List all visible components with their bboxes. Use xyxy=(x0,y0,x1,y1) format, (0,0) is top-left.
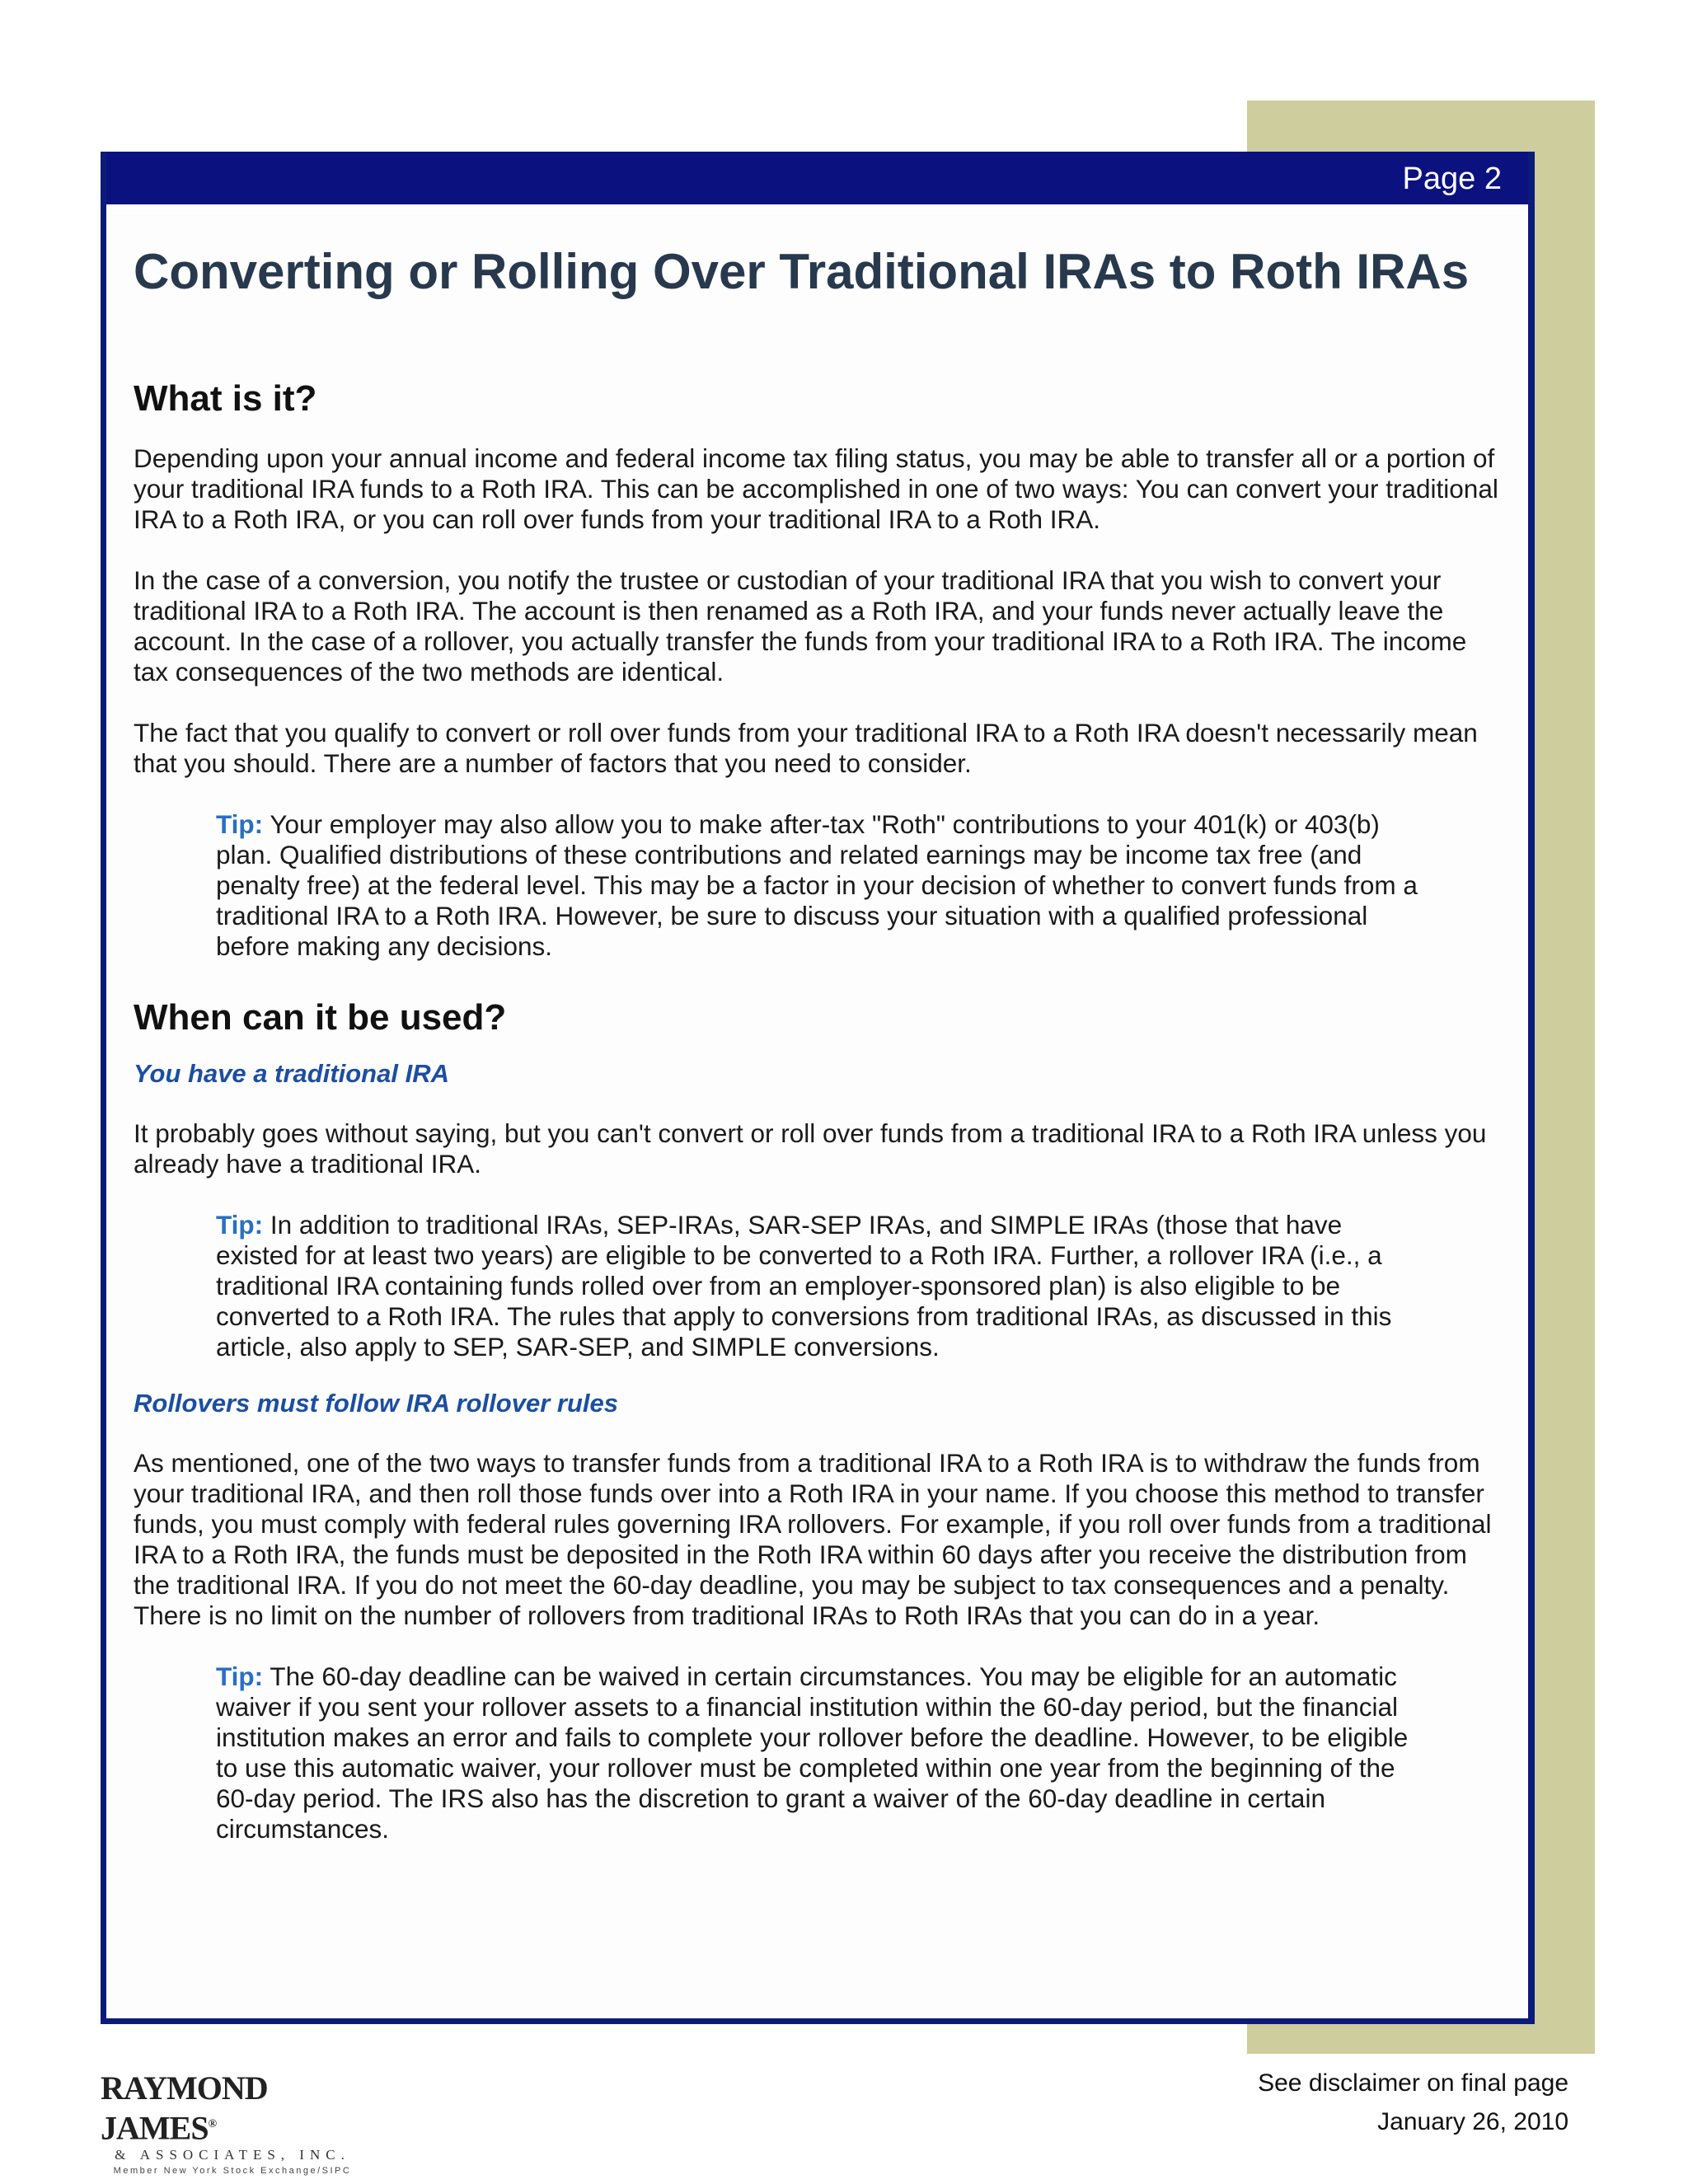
paragraph-when-2: As mentioned, one of the two ways to transfer funds from a traditional IRA to a Roth IRA is to withdraw the funds from your traditional IRA, and then roll those funds over into a Roth IRA in your name. If you choose this method to transfer funds, you must comply with federal rules governing IRA rollovers. For example, if you roll over funds from a traditional IRA to a Roth IRA, the funds must be deposited in the Roth IRA within 60 days after you receive the distribution from the traditional IRA. If you do not meet the 60-day deadline, you may be subject to tax consequences and a penalty. There is no limit on the number of rollovers from traditional IRAs to Roth IRAs that you can do in a year. xyxy=(134,1448,1492,1630)
logo-wordmark: RAYMOND JAMES® xyxy=(101,2069,268,2147)
paragraph-what-3: The fact that you qualify to convert or roll over funds from your traditional IRA to a Roth IRA doesn't necessarily mean that you should. There are a number of factors that you need to consider. xyxy=(134,718,1478,778)
tip-label: Tip: xyxy=(216,1210,264,1240)
page-frame xyxy=(101,152,1535,2024)
tip-60-day-deadline xyxy=(216,1661,1428,1844)
heading-what-is-it: What is it? xyxy=(134,378,317,419)
logo-member-line: Member New York Stock Exchange/SIPC xyxy=(113,2166,352,2177)
tip-text: Your employer may also allow you to make after-tax "Roth" contributions to your 401(k) or 403(b) plan. Qualified distributions of these contributions and related earnings may be income tax free (and penalty free) at the federal level. This may be a factor in your decision of whether to convert funds from a traditional IRA to a Roth IRA. However, be sure to discuss your situation with a qualified professional before making any decisions. xyxy=(216,809,1418,961)
paragraph-when-1: It probably goes without saying, but you can't convert or roll over funds from a traditional IRA to a Roth IRA unless you already have a traditional IRA. xyxy=(134,1118,1487,1179)
header-bar xyxy=(106,152,1528,209)
tip-text: The 60-day deadline can be waived in certain circumstances. You may be eligible for an automatic waiver if you sent your rollover assets to a financial institution within the 60-day period, but the financial institution makes an error and fails to complete your rollover before the deadline. However, to be eligible to use this automatic waiver, your rollover must be completed within one year from the beginning of the 60-day period. The IRS also has the discretion to grant a waiver of the 60-day deadline in certain circumstances. xyxy=(216,1661,1409,1844)
tip-label: Tip: xyxy=(216,1661,264,1691)
page-title: Converting or Rolling Over Traditional IRAs to Roth IRAs xyxy=(134,244,1470,299)
paragraph-what-2: In the case of a conversion, you notify the trustee or custodian of your traditional IRA that you wish to convert your traditional IRA to a Roth IRA. The account is then renamed as a Roth IRA, and your funds never actually leave the account. In the case of a rollover, you actually transfer the funds from your traditional IRA to a Roth IRA. The income tax consequences of the two methods are identical. xyxy=(134,565,1467,687)
logo-associates: & ASSOCIATES, INC. xyxy=(115,2147,350,2163)
disclaimer-note: See disclaimer on final page xyxy=(1258,2069,1568,2097)
subheading-traditional-ira: You have a traditional IRA xyxy=(134,1059,449,1088)
tip-label: Tip: xyxy=(216,809,264,839)
tip-text: In addition to traditional IRAs, SEP-IRAs, SAR-SEP IRAs, and SIMPLE IRAs (those that have existed for at least two years) are eligible to be converted to a Roth IRA. Further, a rollover IRA (i.e., a traditional IRA containing funds rolled over from an employer-sponsored plan) is also eligible to be converted to a Roth IRA. The rules that apply to conversions from traditional IRAs, as discussed in this article, also apply to SEP, SAR-SEP, and SIMPLE conversions. xyxy=(216,1210,1392,1361)
page-number: Page 2 xyxy=(1402,162,1502,196)
subheading-rollover-rules: Rollovers must follow IRA rollover rules xyxy=(134,1389,618,1418)
article-content xyxy=(134,241,1502,1844)
heading-when-used: When can it be used? xyxy=(134,997,507,1038)
paragraph-what-1: Depending upon your annual income and federal income tax filing status, you may be able to transfer all or a portion of your traditional IRA funds to a Roth IRA. This can be accomplished in one of two ways: You can convert your traditional IRA to a Roth IRA, or you can roll over funds from your traditional IRA to a Roth IRA. xyxy=(134,443,1498,534)
tip-roth-contributions xyxy=(216,809,1428,962)
raymond-james-logo xyxy=(101,2070,381,2177)
tip-eligible-iras xyxy=(216,1210,1428,1362)
registered-mark: ® xyxy=(208,2118,217,2130)
publication-date: January 26, 2010 xyxy=(1377,2108,1568,2135)
